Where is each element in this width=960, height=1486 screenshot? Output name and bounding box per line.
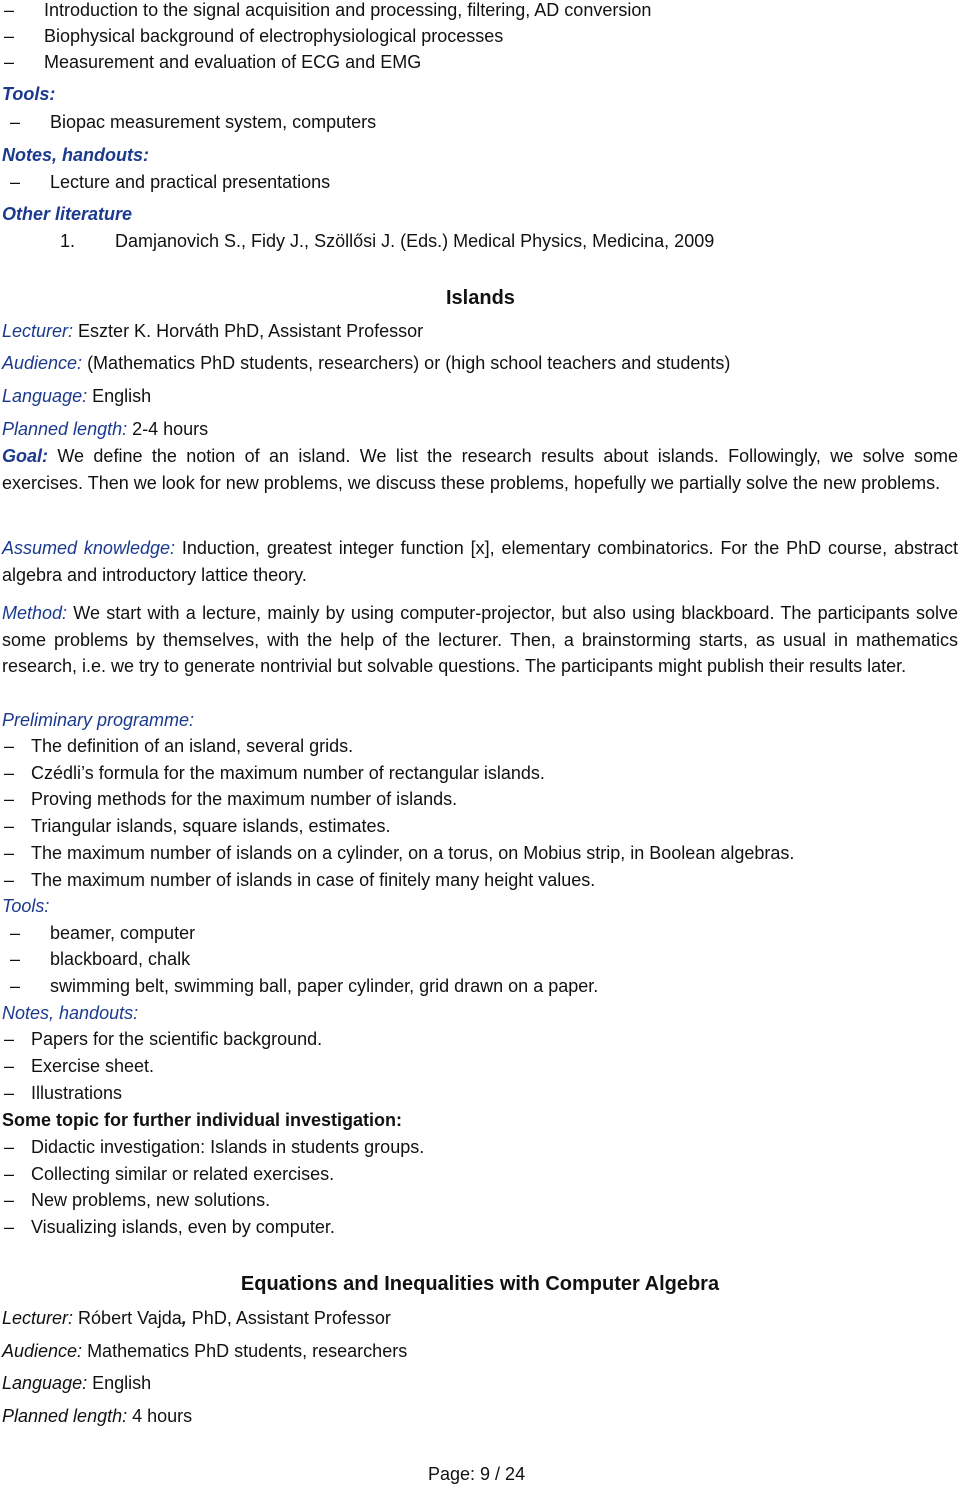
list-item: – New problems, new solutions. [4,1190,271,1210]
dash-bullet: – [10,112,21,132]
dash-bullet: – [4,1056,15,1076]
dash-bullet: – [4,1217,15,1237]
list-item: – Exercise sheet. [4,1056,155,1076]
dash-bullet: – [4,816,15,836]
assumed-knowledge-paragraph: Assumed knowledge: Induction, greatest integer function [x], elementary combinatorics. For the PhD course, abstract algebra and introductory lattice theory. [2,538,958,585]
list-item: – Visualizing islands, even by computer. [4,1217,335,1237]
dash-bullet: – [4,1137,15,1157]
audience-line: Audience: (Mathematics PhD students, researchers) or (high school teachers and students) [2,353,731,373]
section-title: Islands [446,287,515,309]
list-item: – Introduction to the signal acquisition and processing, filtering, AD conversion [4,0,652,20]
dash-bullet: – [4,789,15,809]
list-item: – Papers for the scientific background. [4,1029,323,1049]
list-item: – Measurement and evaluation of ECG and EMG [4,52,422,72]
dash-bullet: – [4,52,15,72]
dash-bullet: – [4,1164,15,1184]
dash-bullet: – [10,976,21,996]
dash-bullet: – [4,0,15,20]
dash-bullet: – [4,843,15,863]
dash-bullet: – [4,1190,15,1210]
language-line: Language: English [2,386,152,406]
programme-label: Preliminary programme: [2,710,195,730]
dash-bullet: – [10,923,21,943]
dash-bullet: – [4,870,15,890]
dash-bullet: – [4,763,15,783]
other-literature-label: Other literature [2,204,133,224]
goal-paragraph: Goal: We define the notion of an island. We list the research results about islands. Followingly, we solve some exercises. Then we look for new problems, we discuss these problems, hopefully we partially solve the new problems. [2,446,958,493]
further-investigation-label: Some topic for further individual investigation: [2,1110,403,1130]
section-title: Equations and Inequalities with Computer Algebra [240,1273,720,1295]
notes-label: Notes, handouts: [2,145,149,165]
dash-bullet: – [4,26,15,46]
dash-bullet: – [4,1083,15,1103]
page-number: Page: 9 / 24 [428,1464,526,1484]
literature-item: 1. Damjanovich S., Fidy J., Szöllősi J. (Eds.) Medical Physics, Medicina, 2009 [60,231,715,251]
dash-bullet: – [4,1029,15,1049]
list-item: – Triangular islands, square islands, estimates. [4,816,391,836]
method-paragraph: Method: We start with a lecture, mainly by using computer-projector, but also using blackboard. The participants solve some problems by themselves, with the help of the lecturer. Then, a brainstorming starts, as usual in mathematics research, i.e. we try to generate nontrivial but solvable questions. The participants might publish their results later. [2,603,958,677]
planned-length-line: Planned length: 4 hours [2,1406,193,1426]
list-item: – The maximum number of islands in case of finitely many height values. [4,870,596,890]
dash-bullet: – [4,736,15,756]
planned-length-line: Planned length: 2-4 hours [2,419,209,439]
lecturer-line: Lecturer: Eszter K. Horváth PhD, Assistant Professor [2,321,424,341]
list-item: – The definition of an island, several grids. [4,736,354,756]
list-item: – blackboard, chalk [10,949,191,969]
list-item: – The maximum number of islands on a cylinder, on a torus, on Mobius strip, in Boolean algebras. [4,843,795,863]
list-item: – Proving methods for the maximum number of islands. [4,789,458,809]
list-item: – Illustrations [4,1083,123,1103]
tools-label: Tools: [2,896,50,916]
list-item: – Czédli’s formula for the maximum number of rectangular islands. [4,763,545,783]
dash-bullet: – [10,172,21,192]
lecturer-line: Lecturer: Róbert Vajda, PhD, Assistant Professor [2,1308,391,1328]
list-item: – beamer, computer [10,923,196,943]
dash-bullet: – [10,949,21,969]
language-line: Language: English [2,1373,152,1393]
list-item: – Lecture and practical presentations [10,172,331,192]
list-item: – Biopac measurement system, computers [10,112,377,132]
list-item: – Didactic investigation: Islands in students groups. [4,1137,425,1157]
audience-line: Audience: Mathematics PhD students, researchers [2,1341,408,1361]
list-item: – Collecting similar or related exercises. [4,1164,335,1184]
list-item: – swimming belt, swimming ball, paper cylinder, grid drawn on a paper. [10,976,599,996]
notes-label: Notes, handouts: [2,1003,139,1023]
tools-label: Tools: [2,84,56,104]
list-item: – Biophysical background of electrophysiological processes [4,26,504,46]
